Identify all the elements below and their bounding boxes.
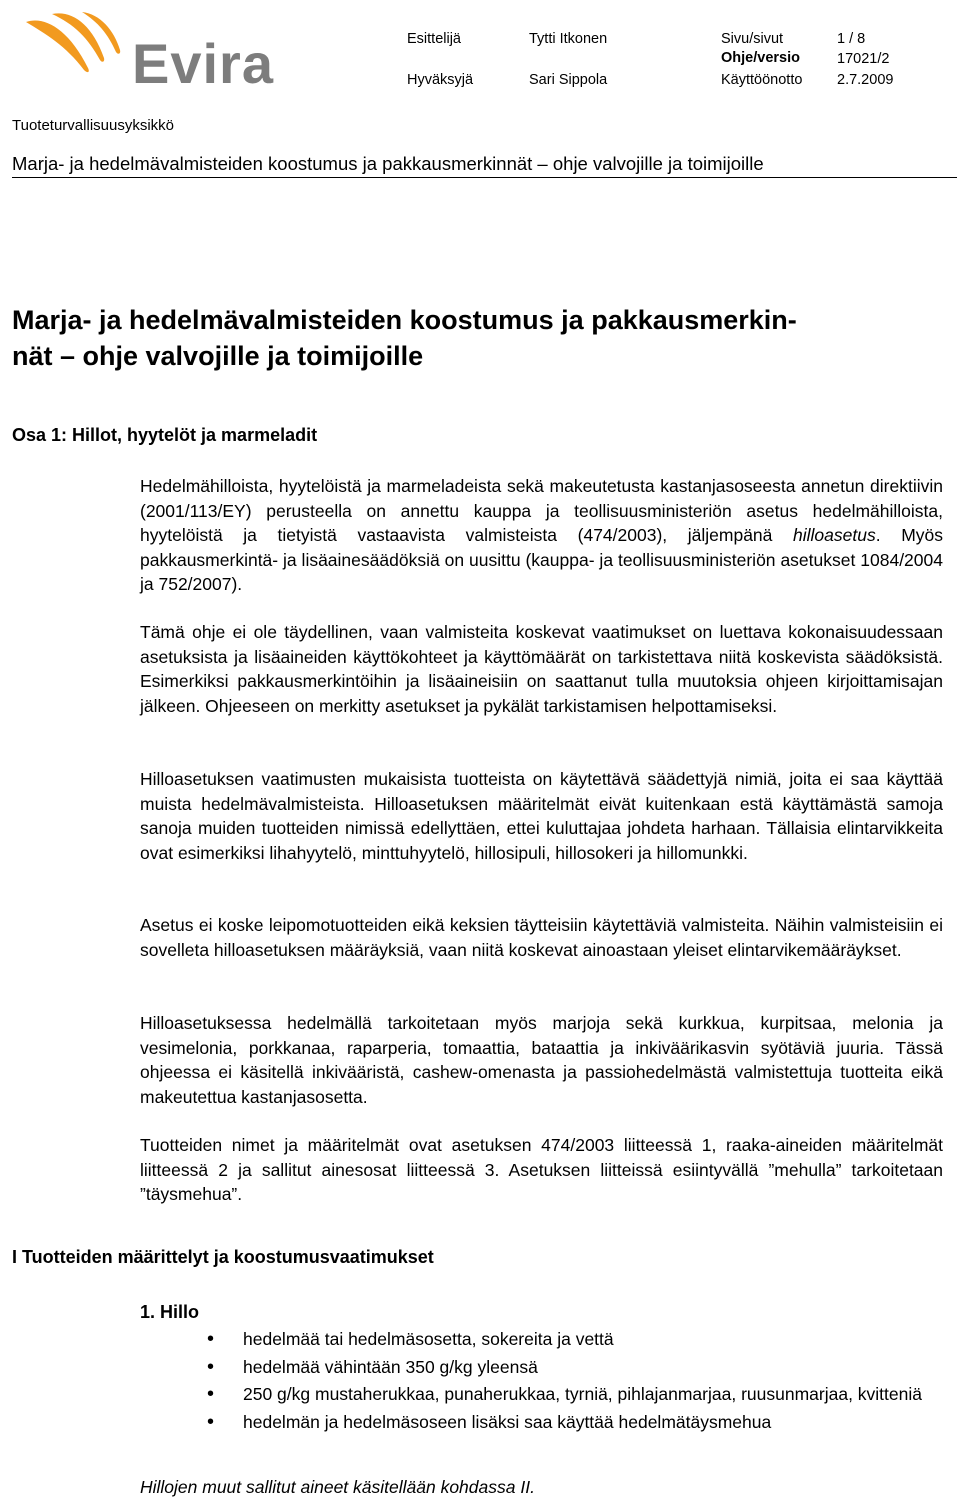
document-title <box>12 302 952 374</box>
requirements-list <box>207 1327 947 1434</box>
paragraph-5: Hilloasetuksessa hedelmällä tarkoitetaan myös marjoja sekä kurkkua, kurpitsaa, melonia ja vesimelonia, porkkanaa, raparperia, tomaattia, bataattia ja inkiväärikasvin syötäviä juuria. Tässä ohjeessa ei käsitellä inkivääristä, cashew-omenasta ja passiohedelmästä valmistettuja tuotteita eikä makeutettua kastanjasosetta. <box>140 1013 943 1107</box>
approver-label: Hyväksyjä <box>407 72 474 88</box>
page-label: Sivu/sivut <box>721 31 784 47</box>
presenter-label: Esittelijä <box>407 31 461 47</box>
list-item: • 250 g/kg mustaherukkaa, punaherukkaa, tyrniä, pihlajanmarjaa, ruusunmarjaa, kvitteniä <box>207 1382 947 1407</box>
paragraph-3: Hilloasetuksen vaatimusten mukaisista tuotteista on käytettävä säädettyjä nimiä, joita ei saa käyttää muista hedelmävalmisteista. Hilloasetuksen määritelmät eivät kuitenkaan estä käyttämästä samoja sanoja muiden tuotteiden nimissä edellyttäen, ettei kuluttajaa johdeta harhaan. Tällaisia elintarvikkeita ovat esimerkiksi lihahyytelö, minttuhyytelö, hillosipuli, hillosokeri ja hillomunkki. <box>140 769 943 863</box>
section-heading: I Tuotteiden määrittelyt ja koostumusvaatimukset <box>12 1247 434 1267</box>
part-heading: Osa 1: Hillot, hyytelöt ja marmeladit <box>12 425 318 445</box>
effective-label: Käyttöönotto <box>721 72 803 88</box>
paragraph-1-text-b: . Myös pakkausmerkintä- ja lisäainesäädöksiä on uusittu (kauppa- ja teollisuusministeriön asetukset 1084/2004 ja 752/2007). <box>140 525 944 594</box>
version-value: 17021/2 <box>837 51 890 67</box>
header-rule <box>12 177 957 178</box>
unit-name: Tuoteturvallisuusyksikkö <box>12 117 175 134</box>
version-label: Ohje/versio <box>721 50 800 66</box>
list-item: • hedelmää vähintään 350 g/kg yleensä <box>207 1355 947 1380</box>
effective-value: 2.7.2009 <box>837 72 894 88</box>
evira-logo <box>22 10 282 95</box>
paragraph-4: Asetus ei koske leipomotuotteiden eikä keksien täytteisiin käytettäviä valmisteita. Näihin valmisteisiin ei sovelleta hilloasetuksen määräyksiä, vaan niitä koskevat ainoastaan yleiset elintarvikemääräykset. <box>140 915 943 960</box>
footnote: Hillojen muut sallitut aineet käsitellään kohdassa II. <box>140 1477 535 1497</box>
paragraph-6: Tuotteiden nimet ja määritelmät ovat asetuksen 474/2003 liitteessä 1, raaka-aineiden määritelmät liitteessä 2 ja sallitut ainesosat liitteessä 3. Asetuksen liitteissä esiintyvällä ”mehulla” tarkoitetaan ”täysmehua”. <box>140 1135 943 1204</box>
document-title-line1: Marja- ja hedelmävalmisteiden koostumus ja pakkausmerkin- <box>12 305 797 335</box>
document-title-line2: nät – ohje valvojille ja toimijoille <box>12 341 424 371</box>
paragraph-2: Tämä ohje ei ole täydellinen, vaan valmisteita koskevat vaatimukset on luettava kokonaisuudessaan asetuksista ja lisäaineiden käyttökohteet ja käyttömäärät on tarkistettava niitä koskevista säädöksistä. Esimerkiksi pakkausmerkintöihin ja lisäaineisiin on saattanut tulla muutoksia ohjeen kirjoittamisajan jälkeen. Ohjeeseen on merkitty asetukset ja pykälät tarkistamisen helpottamiseksi. <box>140 622 943 716</box>
page-value: 1 / 8 <box>837 31 866 47</box>
paragraph-1 <box>140 474 943 597</box>
subsection-heading: 1. Hillo <box>140 1302 200 1322</box>
running-title: Marja- ja hedelmävalmisteiden koostumus ja pakkausmerkinnät – ohje valvojille ja toimijoille <box>12 153 764 174</box>
evira-leaf-icon <box>22 10 132 92</box>
approver-name: Sari Sippola <box>529 72 608 88</box>
presenter-name: Tytti Itkonen <box>529 31 608 47</box>
list-item: • hedelmää tai hedelmäsosetta, sokereita ja vettä <box>207 1327 947 1352</box>
paragraph-1-text-a: Hedelmähilloista, hyytelöistä ja marmeladeista sekä makeutetusta kastanjasoseesta annetun direktiivin (2001/113/EY) perusteella on annettu kauppa ja teollisuusministeriön asetus hedelmähilloista, hyytelöistä ja tietyistä vastaavista valmisteista (474/2003), jäljempänä <box>140 476 943 545</box>
list-item: • hedelmän ja hedelmäsoseen lisäksi saa käyttää hedelmätäysmehua <box>207 1410 947 1435</box>
logo-wordmark: Evira <box>132 32 274 95</box>
paragraph-1-emphasis: hilloasetus <box>793 525 876 545</box>
